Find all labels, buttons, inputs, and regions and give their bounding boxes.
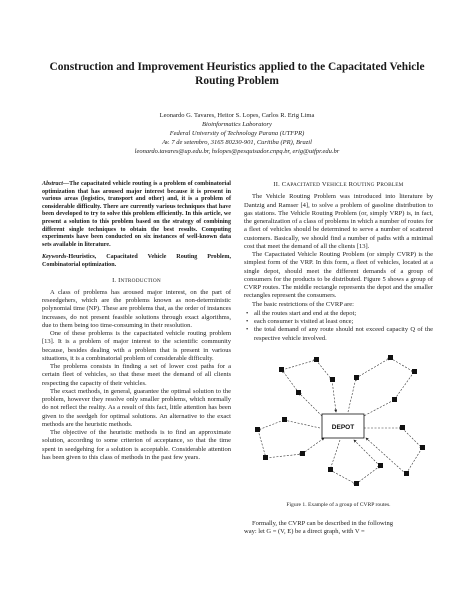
section-1-paragraph: The exact methods, in general, guarantee the optimal solution to the problem, however they resolve only smaller problems, which normally do not reflect the reality. As a result of this fact, little attention has been given to the seedgeh for optimal solutions. An alternative to the exact methods are the heuristic methods.: [42, 387, 231, 428]
figure-1: [244, 348, 433, 498]
title-line-1: Construction and Improvement Heuristics applied to the Capacitated Vehicle: [49, 61, 425, 73]
section-2-paragraph: The basic restrictions of the CVRP are:: [252, 300, 354, 308]
section-2-heading: [244, 181, 433, 189]
section-1-cap: I: [118, 276, 121, 284]
section-2-smallcaps: EHICLE: [326, 182, 347, 188]
author-emails: leonardo.tavares@up.edu.br, hslopes@pesquisador.cnpq.br, erig@utfpr.edu.br: [134, 148, 340, 155]
paper-title: [30, 60, 444, 88]
section-2-cap: V: [321, 181, 327, 188]
customer-node: [354, 481, 359, 486]
customer-node: [354, 375, 359, 380]
cvrp-routes-diagram: [244, 348, 433, 498]
route-edge: [354, 440, 380, 466]
keywords-label: Keywords: [42, 254, 67, 261]
route-edge: [332, 380, 336, 412]
customer-node: [330, 377, 335, 382]
route-edge: [299, 393, 322, 416]
section-2-cap: P: [376, 181, 381, 188]
customer-node: [404, 471, 409, 476]
route-edge: [356, 358, 390, 378]
author-block: [30, 111, 444, 156]
section-2-continuation: way: let G = (V, E) be a direct graph, with V =: [244, 528, 365, 536]
author-names: Leonardo G. Tavares, Heitor S. Lopes, Carlos R. Erig Lima: [159, 112, 315, 119]
route-edge: [258, 420, 284, 430]
customer-node: [314, 357, 319, 362]
list-item: • the total demand of any route should not exceed capacity Q of the respective vehicle involved.: [244, 326, 433, 343]
route-edge: [330, 470, 356, 484]
route-edge: [330, 440, 340, 470]
customer-node: [392, 397, 397, 402]
section-1-heading: [42, 277, 231, 285]
route-edge: [402, 428, 422, 448]
route-edge: [348, 378, 356, 412]
customer-node: [296, 390, 301, 395]
section-2-smallcaps: ROBLEM: [380, 182, 404, 188]
route-edge: [282, 360, 316, 370]
customer-node: [328, 467, 333, 472]
abstract-label: Abstract: [42, 181, 63, 187]
route-edge: [390, 358, 414, 372]
customer-node: [388, 355, 393, 360]
route-edge: [366, 438, 406, 474]
customer-node: [300, 451, 305, 456]
customer-node: [255, 427, 260, 432]
customer-node: [420, 445, 425, 450]
author-university: Federal University of Technology Parana (UTFPR): [169, 130, 305, 137]
route-edge: [360, 400, 394, 418]
figure-caption: Figure 1. Example of a group of CVRP routes.: [286, 501, 391, 508]
list-item: • all the routes start and end at the depot;: [244, 310, 433, 318]
route-edge: [282, 370, 299, 393]
section-2-cap: R: [348, 181, 354, 188]
section-2-smallcaps: APACITATED: [286, 182, 321, 188]
section-1-paragraph: The problems consists in finding a set of lower cost paths for a certain fleet of vehicles, so that these meet the demand of all clients respecting the capacity of their vehicles.: [42, 363, 231, 387]
section-1-numeral: I.: [112, 276, 117, 284]
list-item: • each consumer is visited at least once;: [244, 318, 433, 326]
route-edge: [406, 448, 422, 474]
keywords-text: -Heuristics, Capacitated Vehicle Routing Problem, Combinatorial optimization.: [42, 254, 231, 268]
section-1-paragraph: A class of problems has aroused major interest, on the part of reseedgehers, which are the problems known as non-deterministic polynomial time (NP). These are problems that, as the order of instances increases, do not present feasible solutions through exact algorithms, due to them being too time-consuming in their resolution.: [42, 288, 231, 329]
abstract: [42, 181, 231, 249]
right-column: [244, 181, 433, 537]
depot-label: DEPOT: [331, 423, 355, 431]
customer-node: [378, 463, 383, 468]
section-2-paragraph: The Capacitated Vehicle Routing Problem (or simply CVRP) is the simplest form of the VRP. In this form, a fleet of vehicles, located at a single depot, should meet the different demands of a group of consumers for the products to be distributed. Figure 5 shows a group of CVRP routes. The middle rectangle represents the depot and the smaller rectangles represent the consumers.: [244, 251, 433, 300]
customer-node: [263, 455, 268, 460]
route-edge: [356, 466, 380, 484]
section-2-cap: C: [281, 181, 287, 188]
customer-node: [279, 367, 284, 372]
section-2-continuation: Formally, the CVRP can be described in the following: [252, 520, 394, 527]
author-lab: Bioinformatics Laboratory: [202, 121, 272, 128]
abstract-text: —The capacitated vehicle routing is a problem of combinatorial optimization that has aroused major interest because it is present in various areas (logistics, transport and other) and, it is a problem of considerable difficulty. There are currently various techniques that have been developed to try to solve this problem efficiently. In this article, we present a solution to this problem based on the strategy of combining different single techniques to obtain the best results. Computing experiments have been conducted on six instances of well-known data sets available in literature.: [42, 181, 231, 248]
route-edge: [302, 438, 324, 454]
customer-node: [412, 369, 417, 374]
section-2-paragraph: The Vehicle Routing Problem was introduced into literature by Dantzig and Ramser [4], to solve a problem of gasoline distribution to gas stations. The Vehicle Routing Problem (or, simply VRP) is, in fact, the generalization of a class of problems in which a number of routes for a fleet of vehicles should be determined to serve a number of scattered customers. Basically, we should find a number of paths with a minimal cost that meet the demand of all the clients [13].: [244, 193, 433, 250]
left-column: [42, 181, 231, 462]
section-1-smallcaps: NTRODUCTION: [120, 277, 161, 284]
customer-node: [282, 417, 287, 422]
restriction-list: [244, 310, 433, 343]
title-line-2: Routing Problem: [195, 75, 279, 87]
section-2-numeral: II.: [273, 181, 280, 188]
keywords: [42, 254, 231, 269]
author-address: Av. 7 de setembro, 3165 80230-901, Curitiba (PR), Brazil: [162, 139, 312, 146]
route-edge: [284, 420, 320, 428]
section-2-smallcaps: OUTING: [353, 182, 375, 188]
route-edge: [258, 430, 266, 458]
section-1-paragraph: One of these problems is the capacitated vehicle routing problem [13]. It is a problem of major interest to the scientific community because, besides dealing with a problem that is present in various situations, it is a combinatorial problem of considerable difficulty.: [42, 330, 231, 362]
customer-node: [400, 425, 405, 430]
section-1-paragraph: The objective of the heuristic methods is to find an approximate solution, according to some criterion of acceptance, so that the time spent in seedgehing for a solution is acceptable. Considerable attention has been given to this class of methods in the past few years.: [42, 429, 231, 461]
route-edge: [394, 372, 414, 400]
route-edge: [266, 454, 302, 458]
route-edge: [316, 360, 332, 380]
